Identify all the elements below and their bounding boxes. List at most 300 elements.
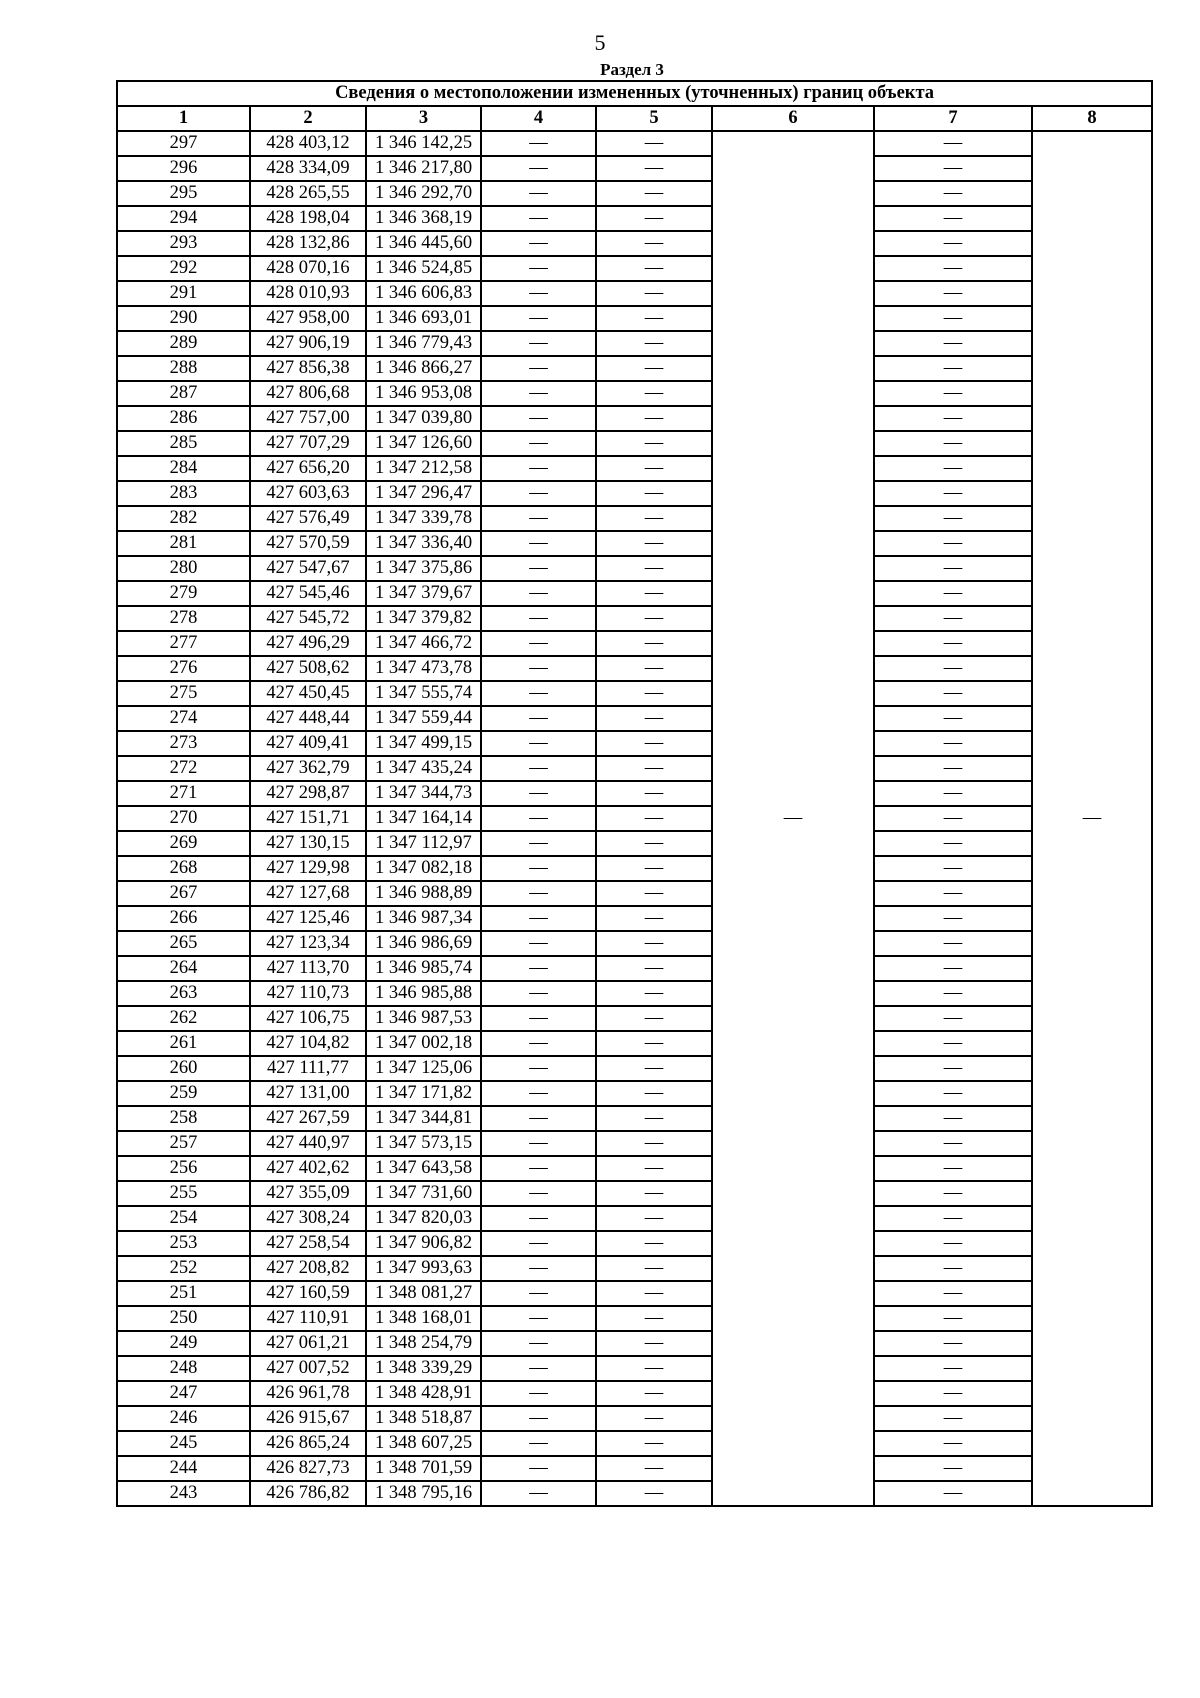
col4-cell: — — [481, 856, 596, 881]
y-coordinate-cell: 1 347 466,72 — [366, 631, 481, 656]
table-row — [117, 1006, 1152, 1031]
col7-cell: — — [874, 306, 1032, 331]
col4-cell: — — [481, 881, 596, 906]
col7-cell: — — [874, 1181, 1032, 1206]
table-row — [117, 281, 1152, 306]
point-number-cell: 247 — [117, 1381, 250, 1406]
column-header: 6 — [712, 106, 874, 131]
col4-cell: — — [481, 156, 596, 181]
column-header-row — [117, 106, 1152, 131]
col4-cell: — — [481, 1031, 596, 1056]
point-number-cell: 266 — [117, 906, 250, 931]
col7-cell: — — [874, 656, 1032, 681]
x-coordinate-cell: 427 208,82 — [250, 1256, 366, 1281]
point-number-cell: 280 — [117, 556, 250, 581]
x-coordinate-cell: 427 131,00 — [250, 1081, 366, 1106]
x-coordinate-cell: 427 007,52 — [250, 1356, 366, 1381]
y-coordinate-cell: 1 347 499,15 — [366, 731, 481, 756]
boundary-coordinates-table — [116, 80, 1153, 1507]
col7-cell: — — [874, 1131, 1032, 1156]
x-coordinate-cell: 427 402,62 — [250, 1156, 366, 1181]
col4-cell: — — [481, 1056, 596, 1081]
y-coordinate-cell: 1 347 171,82 — [366, 1081, 481, 1106]
col4-cell: — — [481, 1381, 596, 1406]
point-number-cell: 271 — [117, 781, 250, 806]
col7-cell: — — [874, 1356, 1032, 1381]
table-row — [117, 981, 1152, 1006]
point-number-cell: 265 — [117, 931, 250, 956]
y-coordinate-cell: 1 346 445,60 — [366, 231, 481, 256]
x-coordinate-cell: 427 856,38 — [250, 356, 366, 381]
y-coordinate-cell: 1 348 518,87 — [366, 1406, 481, 1431]
col5-cell: — — [596, 556, 712, 581]
col5-cell: — — [596, 681, 712, 706]
table-row — [117, 231, 1152, 256]
col5-cell: — — [596, 1481, 712, 1506]
y-coordinate-cell: 1 346 986,69 — [366, 931, 481, 956]
col5-cell: — — [596, 1156, 712, 1181]
table-row — [117, 431, 1152, 456]
point-number-cell: 276 — [117, 656, 250, 681]
table-row — [117, 306, 1152, 331]
x-coordinate-cell: 427 958,00 — [250, 306, 366, 331]
col7-cell: — — [874, 1381, 1032, 1406]
col7-cell: — — [874, 156, 1032, 181]
col4-cell: — — [481, 206, 596, 231]
col4-cell: — — [481, 1131, 596, 1156]
col7-cell: — — [874, 931, 1032, 956]
table-row — [117, 206, 1152, 231]
col5-cell: — — [596, 931, 712, 956]
point-number-cell: 263 — [117, 981, 250, 1006]
y-coordinate-cell: 1 346 988,89 — [366, 881, 481, 906]
col7-cell: — — [874, 331, 1032, 356]
x-coordinate-cell: 428 403,12 — [250, 131, 366, 156]
col4-cell: — — [481, 706, 596, 731]
col7-cell: — — [874, 531, 1032, 556]
point-number-cell: 251 — [117, 1281, 250, 1306]
col7-cell: — — [874, 856, 1032, 881]
col5-cell: — — [596, 581, 712, 606]
y-coordinate-cell: 1 346 693,01 — [366, 306, 481, 331]
table-row — [117, 381, 1152, 406]
x-coordinate-cell: 427 110,73 — [250, 981, 366, 1006]
column-header: 4 — [481, 106, 596, 131]
x-coordinate-cell: 427 440,97 — [250, 1131, 366, 1156]
x-coordinate-cell: 427 656,20 — [250, 456, 366, 481]
point-number-cell: 254 — [117, 1206, 250, 1231]
point-number-cell: 258 — [117, 1106, 250, 1131]
col7-cell: — — [874, 1456, 1032, 1481]
col5-cell: — — [596, 1056, 712, 1081]
x-coordinate-cell: 427 508,62 — [250, 656, 366, 681]
y-coordinate-cell: 1 347 555,74 — [366, 681, 481, 706]
col7-cell: — — [874, 456, 1032, 481]
x-coordinate-cell: 427 258,54 — [250, 1231, 366, 1256]
y-coordinate-cell: 1 346 292,70 — [366, 181, 481, 206]
col5-cell: — — [596, 1006, 712, 1031]
col7-cell: — — [874, 556, 1032, 581]
y-coordinate-cell: 1 347 731,60 — [366, 1181, 481, 1206]
x-coordinate-cell: 427 496,29 — [250, 631, 366, 656]
table-row — [117, 1231, 1152, 1256]
col5-cell: — — [596, 256, 712, 281]
point-number-cell: 275 — [117, 681, 250, 706]
table-row — [117, 856, 1152, 881]
col7-cell: — — [874, 631, 1032, 656]
col5-cell: — — [596, 756, 712, 781]
table-row — [117, 906, 1152, 931]
col7-cell: — — [874, 356, 1032, 381]
col7-cell: — — [874, 1406, 1032, 1431]
column-header: 1 — [117, 106, 250, 131]
x-coordinate-cell: 427 267,59 — [250, 1106, 366, 1131]
col4-cell: — — [481, 1281, 596, 1306]
x-coordinate-cell: 426 915,67 — [250, 1406, 366, 1431]
table-row — [117, 1256, 1152, 1281]
table-row — [117, 1431, 1152, 1456]
col5-cell: — — [596, 1281, 712, 1306]
point-number-cell: 295 — [117, 181, 250, 206]
x-coordinate-cell: 428 198,04 — [250, 206, 366, 231]
point-number-cell: 261 — [117, 1031, 250, 1056]
x-coordinate-cell: 427 707,29 — [250, 431, 366, 456]
y-coordinate-cell: 1 347 296,47 — [366, 481, 481, 506]
table-row — [117, 1131, 1152, 1156]
point-number-cell: 273 — [117, 731, 250, 756]
col4-cell: — — [481, 181, 596, 206]
col7-cell: — — [874, 606, 1032, 631]
y-coordinate-cell: 1 346 953,08 — [366, 381, 481, 406]
x-coordinate-cell: 428 334,09 — [250, 156, 366, 181]
col4-cell: — — [481, 506, 596, 531]
col7-cell: — — [874, 756, 1032, 781]
point-number-cell: 255 — [117, 1181, 250, 1206]
table-row — [117, 506, 1152, 531]
col4-cell: — — [481, 281, 596, 306]
col5-cell: — — [596, 806, 712, 831]
point-number-cell: 243 — [117, 1481, 250, 1506]
col4-cell: — — [481, 1181, 596, 1206]
col5-cell: — — [596, 481, 712, 506]
table-row — [117, 631, 1152, 656]
point-number-cell: 297 — [117, 131, 250, 156]
point-number-cell: 287 — [117, 381, 250, 406]
col4-cell: — — [481, 956, 596, 981]
y-coordinate-cell: 1 348 081,27 — [366, 1281, 481, 1306]
point-number-cell: 267 — [117, 881, 250, 906]
table-row — [117, 331, 1152, 356]
point-number-cell: 282 — [117, 506, 250, 531]
x-coordinate-cell: 426 827,73 — [250, 1456, 366, 1481]
x-coordinate-cell: 427 130,15 — [250, 831, 366, 856]
table-row — [117, 656, 1152, 681]
point-number-cell: 252 — [117, 1256, 250, 1281]
x-coordinate-cell: 427 547,67 — [250, 556, 366, 581]
x-coordinate-cell: 427 127,68 — [250, 881, 366, 906]
y-coordinate-cell: 1 347 344,81 — [366, 1106, 481, 1131]
col5-cell: — — [596, 1181, 712, 1206]
table-row — [117, 1181, 1152, 1206]
col4-cell: — — [481, 756, 596, 781]
point-number-cell: 246 — [117, 1406, 250, 1431]
col5-cell: — — [596, 206, 712, 231]
col7-cell: — — [874, 1006, 1032, 1031]
col4-cell: — — [481, 981, 596, 1006]
table-row — [117, 1056, 1152, 1081]
table-row — [117, 456, 1152, 481]
y-coordinate-cell: 1 347 002,18 — [366, 1031, 481, 1056]
x-coordinate-cell: 427 448,44 — [250, 706, 366, 731]
point-number-cell: 260 — [117, 1056, 250, 1081]
x-coordinate-cell: 427 123,34 — [250, 931, 366, 956]
y-coordinate-cell: 1 347 573,15 — [366, 1131, 481, 1156]
y-coordinate-cell: 1 347 379,82 — [366, 606, 481, 631]
point-number-cell: 283 — [117, 481, 250, 506]
col7-cell: — — [874, 881, 1032, 906]
y-coordinate-cell: 1 347 559,44 — [366, 706, 481, 731]
point-number-cell: 284 — [117, 456, 250, 481]
col4-cell: — — [481, 1081, 596, 1106]
table-row — [117, 1156, 1152, 1181]
y-coordinate-cell: 1 347 435,24 — [366, 756, 481, 781]
y-coordinate-cell: 1 348 254,79 — [366, 1331, 481, 1356]
table-row — [117, 1081, 1152, 1106]
col7-cell: — — [874, 281, 1032, 306]
y-coordinate-cell: 1 346 985,88 — [366, 981, 481, 1006]
y-coordinate-cell: 1 347 643,58 — [366, 1156, 481, 1181]
x-coordinate-cell: 427 061,21 — [250, 1331, 366, 1356]
table-row — [117, 1456, 1152, 1481]
col7-cell: — — [874, 706, 1032, 731]
point-number-cell: 292 — [117, 256, 250, 281]
point-number-cell: 281 — [117, 531, 250, 556]
col4-cell: — — [481, 1006, 596, 1031]
col7-cell: — — [874, 981, 1032, 1006]
col4-cell: — — [481, 406, 596, 431]
col4-cell: — — [481, 781, 596, 806]
table-row — [117, 156, 1152, 181]
col7-cell: — — [874, 481, 1032, 506]
x-coordinate-cell: 428 010,93 — [250, 281, 366, 306]
col5-cell: — — [596, 781, 712, 806]
y-coordinate-cell: 1 347 473,78 — [366, 656, 481, 681]
col5-cell: — — [596, 631, 712, 656]
point-number-cell: 290 — [117, 306, 250, 331]
col4-cell: — — [481, 631, 596, 656]
point-number-cell: 262 — [117, 1006, 250, 1031]
col5-cell: — — [596, 131, 712, 156]
table-row — [117, 181, 1152, 206]
col4-cell: — — [481, 931, 596, 956]
point-number-cell: 268 — [117, 856, 250, 881]
table-row — [117, 556, 1152, 581]
col5-cell: — — [596, 356, 712, 381]
col6-merged-cell: — — [712, 131, 874, 1506]
col5-cell: — — [596, 656, 712, 681]
x-coordinate-cell: 427 545,72 — [250, 606, 366, 631]
point-number-cell: 291 — [117, 281, 250, 306]
x-coordinate-cell: 426 786,82 — [250, 1481, 366, 1506]
col5-cell: — — [596, 956, 712, 981]
col5-cell: — — [596, 1081, 712, 1106]
col4-cell: — — [481, 681, 596, 706]
col5-cell: — — [596, 906, 712, 931]
table-row — [117, 406, 1152, 431]
col7-cell: — — [874, 181, 1032, 206]
col7-cell: — — [874, 1256, 1032, 1281]
col7-cell: — — [874, 831, 1032, 856]
x-coordinate-cell: 427 106,75 — [250, 1006, 366, 1031]
x-coordinate-cell: 427 104,82 — [250, 1031, 366, 1056]
table-row — [117, 681, 1152, 706]
point-number-cell: 257 — [117, 1131, 250, 1156]
col4-cell: — — [481, 1256, 596, 1281]
col7-cell: — — [874, 681, 1032, 706]
col5-cell: — — [596, 1256, 712, 1281]
y-coordinate-cell: 1 347 082,18 — [366, 856, 481, 881]
col4-cell: — — [481, 1431, 596, 1456]
x-coordinate-cell: 427 308,24 — [250, 1206, 366, 1231]
col4-cell: — — [481, 1356, 596, 1381]
col5-cell: — — [596, 1331, 712, 1356]
y-coordinate-cell: 1 346 779,43 — [366, 331, 481, 356]
x-coordinate-cell: 427 129,98 — [250, 856, 366, 881]
point-number-cell: 244 — [117, 1456, 250, 1481]
x-coordinate-cell: 427 757,00 — [250, 406, 366, 431]
y-coordinate-cell: 1 348 339,29 — [366, 1356, 481, 1381]
x-coordinate-cell: 427 450,45 — [250, 681, 366, 706]
col7-cell: — — [874, 906, 1032, 931]
point-number-cell: 274 — [117, 706, 250, 731]
x-coordinate-cell: 427 151,71 — [250, 806, 366, 831]
col4-cell: — — [481, 831, 596, 856]
table-row — [117, 931, 1152, 956]
x-coordinate-cell: 427 125,46 — [250, 906, 366, 931]
col4-cell: — — [481, 381, 596, 406]
x-coordinate-cell: 427 906,19 — [250, 331, 366, 356]
col4-cell: — — [481, 1456, 596, 1481]
x-coordinate-cell: 427 113,70 — [250, 956, 366, 981]
col7-cell: — — [874, 1481, 1032, 1506]
col7-cell: — — [874, 131, 1032, 156]
table-row — [117, 1481, 1152, 1506]
y-coordinate-cell: 1 346 987,53 — [366, 1006, 481, 1031]
table-row — [117, 781, 1152, 806]
table-caption: Сведения о местоположении измененных (уточненных) границ объекта — [117, 81, 1152, 106]
col4-cell: — — [481, 1206, 596, 1231]
point-number-cell: 279 — [117, 581, 250, 606]
table-row — [117, 1281, 1152, 1306]
x-coordinate-cell: 427 362,79 — [250, 756, 366, 781]
y-coordinate-cell: 1 347 344,73 — [366, 781, 481, 806]
y-coordinate-cell: 1 347 125,06 — [366, 1056, 481, 1081]
col5-cell: — — [596, 331, 712, 356]
x-coordinate-cell: 426 961,78 — [250, 1381, 366, 1406]
page-number: 5 — [594, 30, 606, 55]
col4-cell: — — [481, 356, 596, 381]
col4-cell: — — [481, 456, 596, 481]
col7-cell: — — [874, 731, 1032, 756]
x-coordinate-cell: 427 806,68 — [250, 381, 366, 406]
col8-merged-cell: — — [1032, 131, 1152, 1506]
y-coordinate-cell: 1 347 336,40 — [366, 531, 481, 556]
table-row — [117, 956, 1152, 981]
col4-cell: — — [481, 806, 596, 831]
point-number-cell: 264 — [117, 956, 250, 981]
col4-cell: — — [481, 556, 596, 581]
x-coordinate-cell: 427 576,49 — [250, 506, 366, 531]
col5-cell: — — [596, 531, 712, 556]
y-coordinate-cell: 1 348 168,01 — [366, 1306, 481, 1331]
table-row — [117, 581, 1152, 606]
y-coordinate-cell: 1 346 987,34 — [366, 906, 481, 931]
col5-cell: — — [596, 156, 712, 181]
x-coordinate-cell: 427 110,91 — [250, 1306, 366, 1331]
col4-cell: — — [481, 306, 596, 331]
table-body — [117, 131, 1152, 1506]
col4-cell: — — [481, 531, 596, 556]
col5-cell: — — [596, 456, 712, 481]
point-number-cell: 245 — [117, 1431, 250, 1456]
table-row — [117, 756, 1152, 781]
col4-cell: — — [481, 906, 596, 931]
col5-cell: — — [596, 606, 712, 631]
point-number-cell: 296 — [117, 156, 250, 181]
col4-cell: — — [481, 131, 596, 156]
point-number-cell: 256 — [117, 1156, 250, 1181]
y-coordinate-cell: 1 347 906,82 — [366, 1231, 481, 1256]
point-number-cell: 270 — [117, 806, 250, 831]
col5-cell: — — [596, 1406, 712, 1431]
x-coordinate-cell: 428 132,86 — [250, 231, 366, 256]
table-row — [117, 1306, 1152, 1331]
col7-cell: — — [874, 406, 1032, 431]
y-coordinate-cell: 1 346 866,27 — [366, 356, 481, 381]
y-coordinate-cell: 1 347 126,60 — [366, 431, 481, 456]
col7-cell: — — [874, 1106, 1032, 1131]
col4-cell: — — [481, 1306, 596, 1331]
col7-cell: — — [874, 581, 1032, 606]
x-coordinate-cell: 427 355,09 — [250, 1181, 366, 1206]
col7-cell: — — [874, 781, 1032, 806]
col4-cell: — — [481, 431, 596, 456]
col5-cell: — — [596, 1131, 712, 1156]
col5-cell: — — [596, 1031, 712, 1056]
point-number-cell: 272 — [117, 756, 250, 781]
col7-cell: — — [874, 1281, 1032, 1306]
x-coordinate-cell: 428 070,16 — [250, 256, 366, 281]
col5-cell: — — [596, 1231, 712, 1256]
x-coordinate-cell: 427 603,63 — [250, 481, 366, 506]
point-number-cell: 250 — [117, 1306, 250, 1331]
col4-cell: — — [481, 231, 596, 256]
table-row — [117, 1106, 1152, 1131]
col4-cell: — — [481, 1156, 596, 1181]
col4-cell: — — [481, 481, 596, 506]
col7-cell: — — [874, 1031, 1032, 1056]
table-row — [117, 731, 1152, 756]
caption-row — [117, 81, 1152, 106]
table-row — [117, 1206, 1152, 1231]
col4-cell: — — [481, 1106, 596, 1131]
col7-cell: — — [874, 206, 1032, 231]
point-number-cell: 277 — [117, 631, 250, 656]
y-coordinate-cell: 1 347 112,97 — [366, 831, 481, 856]
col5-cell: — — [596, 981, 712, 1006]
table-row — [117, 706, 1152, 731]
point-number-cell: 249 — [117, 1331, 250, 1356]
